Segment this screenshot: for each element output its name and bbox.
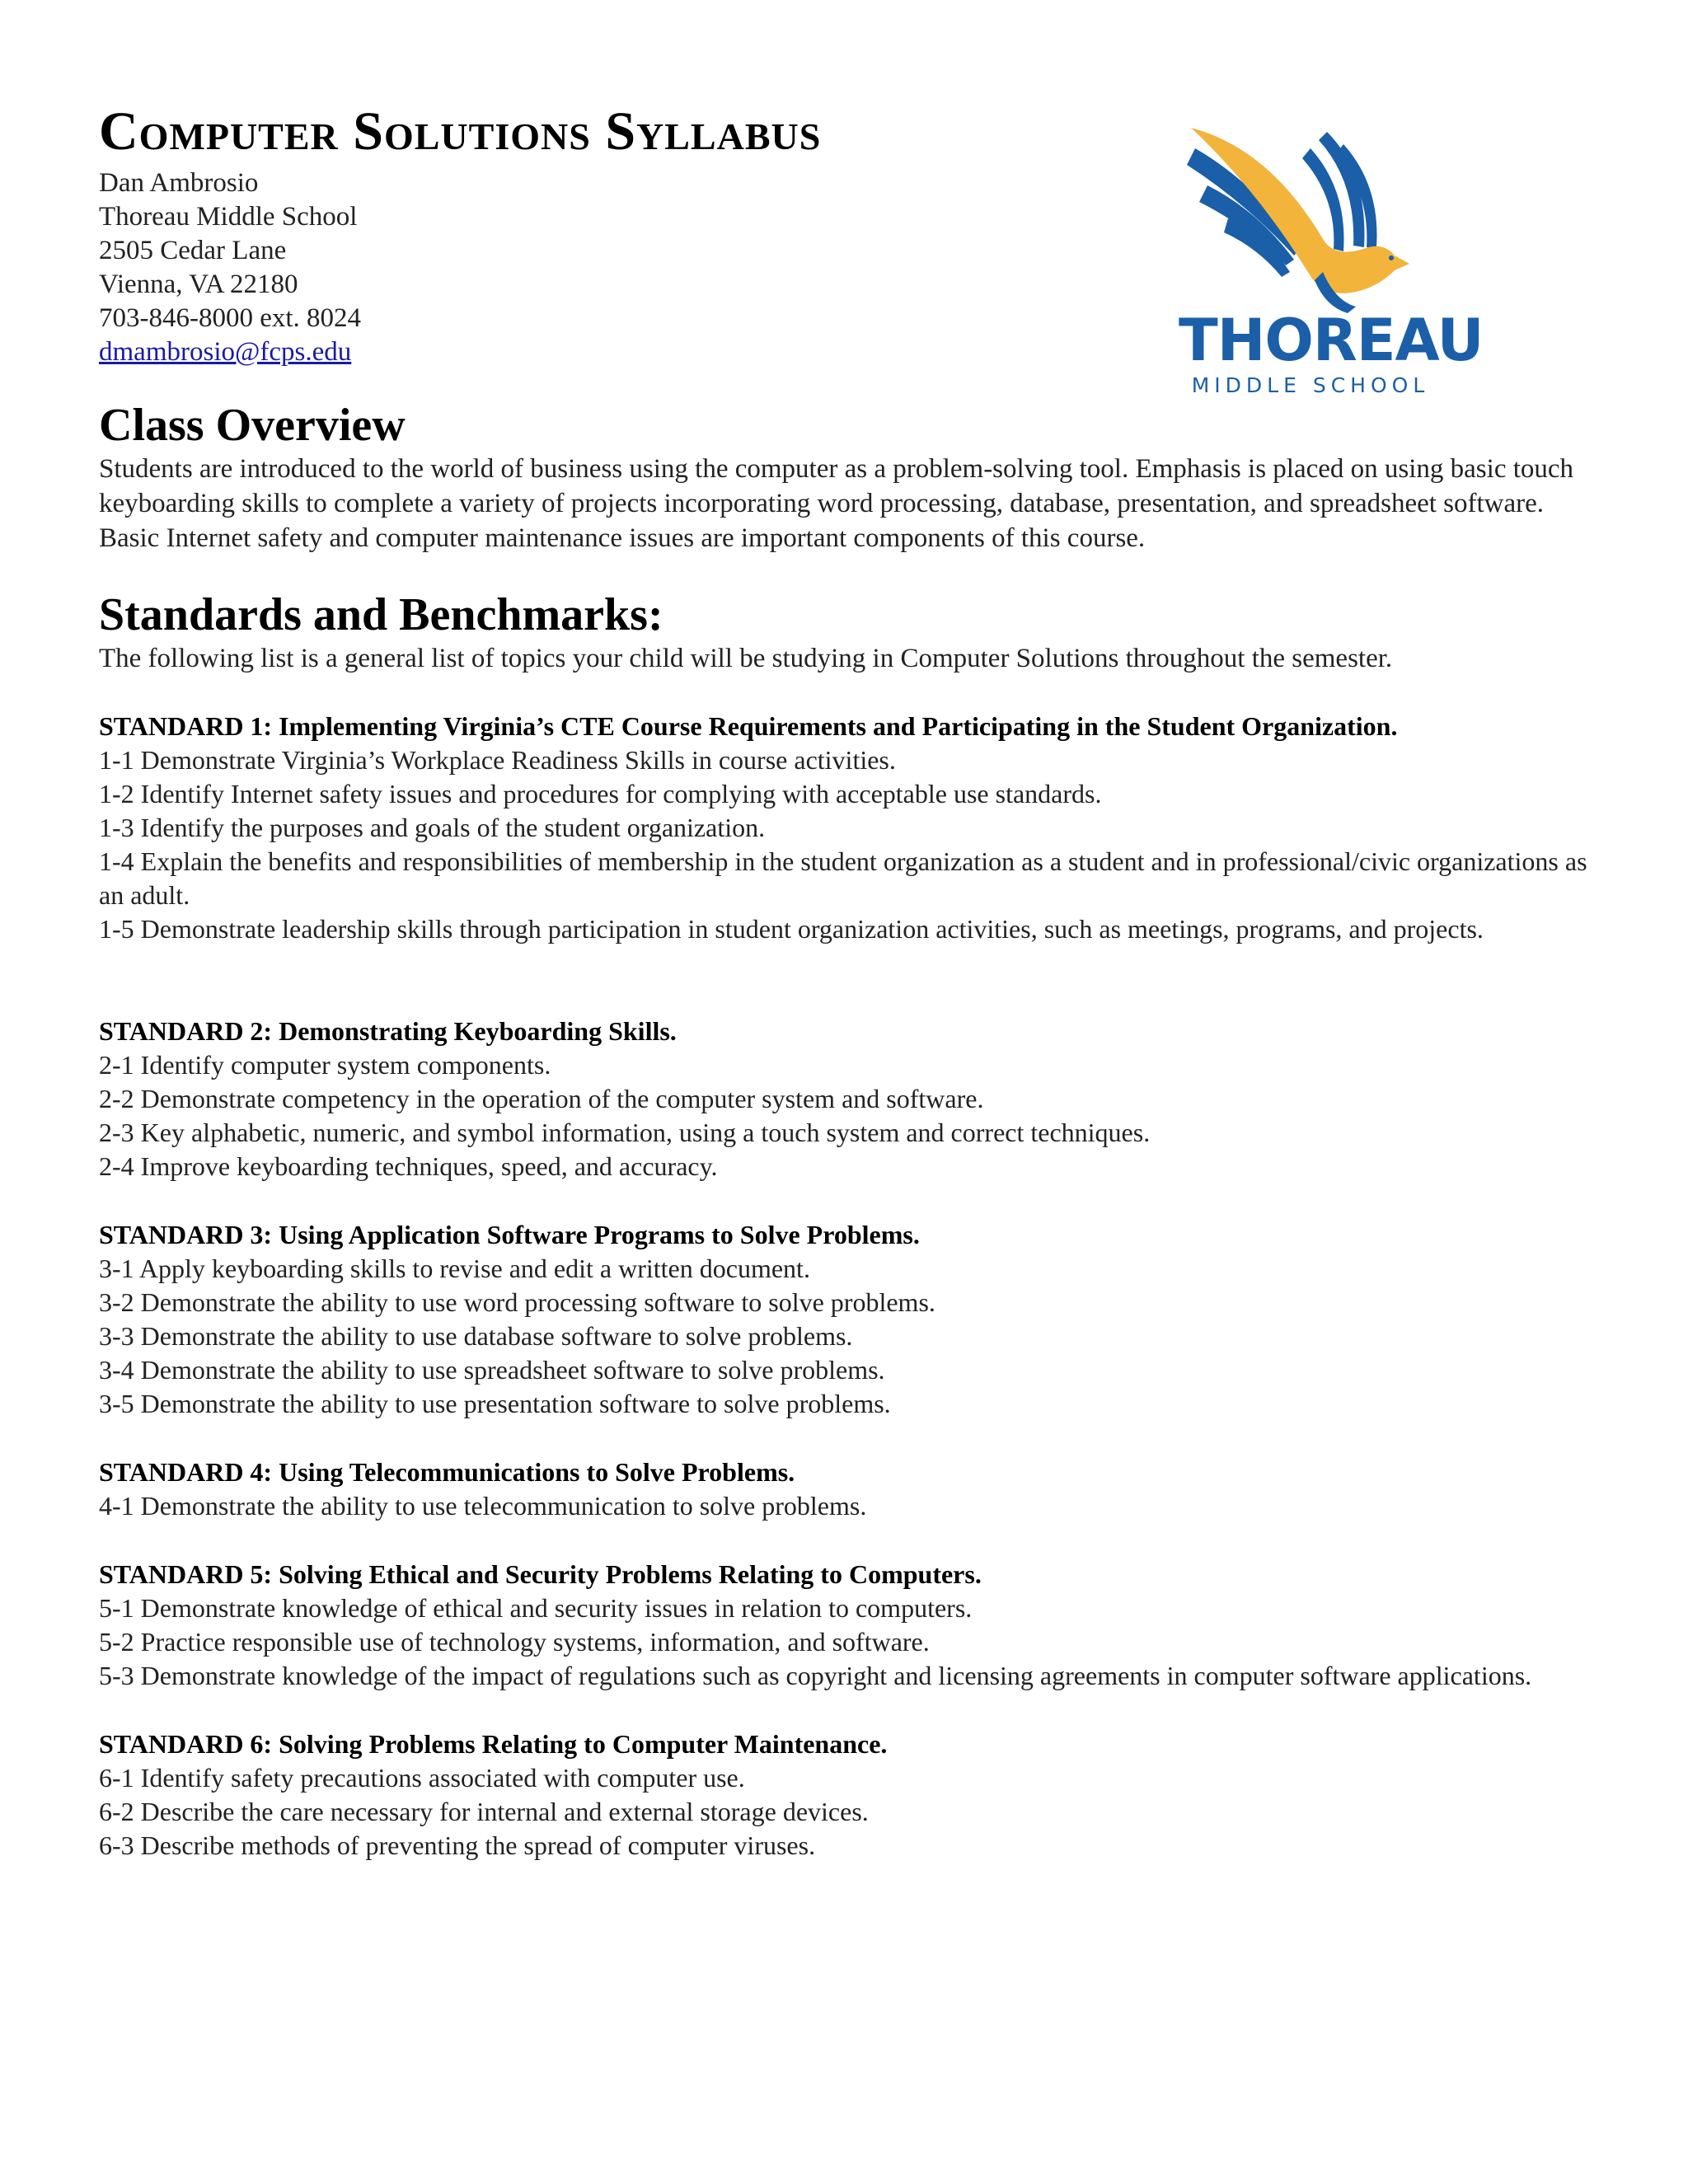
benchmark-item: 1-5 Demonstrate leadership skills through participation in student organization activities, such as meetings, programs, and projects. [99, 914, 1484, 944]
standard-5 [99, 1557, 1599, 1693]
standard-title: STANDARD 4: Using Telecommunications to Solve Problems. [99, 1457, 795, 1487]
benchmark-item: 3-2 Demonstrate the ability to use word processing software to solve problems. [99, 1287, 935, 1317]
page-title: Computer Solutions Syllabus [99, 101, 822, 162]
standard-title: STANDARD 2: Demonstrating Keyboarding Skills. [99, 1016, 677, 1046]
benchmark-item: 2-4 Improve keyboarding techniques, speed, and accuracy. [99, 1151, 718, 1181]
benchmark-item: 2-3 Key alphabetic, numeric, and symbol information, using a touch system and correct techniques. [99, 1118, 1151, 1147]
email-link[interactable]: dmambrosio@fcps.edu [99, 337, 352, 367]
standard-3 [99, 1217, 1599, 1421]
school-logo [1179, 124, 1484, 404]
benchmark-item: 5-3 Demonstrate knowledge of the impact of regulations such as copyright and licensing agreements in computer software applications. [99, 1661, 1532, 1690]
standard-title: STANDARD 6: Solving Problems Relating to Computer Maintenance. [99, 1729, 888, 1759]
benchmark-item: 3-1 Apply keyboarding skills to revise and edit a written document. [99, 1254, 810, 1283]
standards-heading: Standards and Benchmarks: [99, 589, 663, 640]
benchmark-item: 6-2 Describe the care necessary for internal and external storage devices. [99, 1797, 869, 1826]
standard-1 [99, 709, 1599, 946]
standards-intro: The following list is a general list of topics your child will be studying in Computer Solutions throughout the semester. [99, 644, 1393, 673]
phone-number: 703-846-8000 ext. 8024 [99, 303, 362, 333]
benchmark-item: 5-2 Practice responsible use of technology systems, information, and software. [99, 1627, 930, 1657]
benchmark-item: 1-3 Identify the purposes and goals of the student organization. [99, 813, 766, 842]
standards-list [99, 709, 1599, 1863]
overview-text: Students are introduced to the world of business using the computer as a problem-solving tool. Emphasis is placed on using basic touch keyboarding skills to complete a variety of projects incorporating word processing, database, presentation, and spreadsheet software. Basic Internet safety and computer maintenance issues are important components of this course. [99, 454, 1574, 553]
standard-title: STANDARD 5: Solving Ethical and Security Problems Relating to Computers. [99, 1559, 982, 1589]
benchmark-item: 1-4 Explain the benefits and responsibilities of membership in the student organization as a student and in professional/civic organizations as an adult. [99, 846, 1587, 910]
benchmark-item: 3-3 Demonstrate the ability to use database software to solve problems. [99, 1321, 853, 1351]
standard-title: STANDARD 1: Implementing Virginia’s CTE Course Requirements and Participating in the Student Organization. [99, 711, 1398, 741]
standard-2 [99, 1014, 1599, 1183]
school-name: Thoreau Middle School [99, 202, 358, 232]
logo-wordmark: THOREAU [1179, 307, 1484, 374]
benchmark-item: 6-1 Identify safety precautions associated with computer use. [99, 1763, 745, 1793]
benchmark-item: 3-4 Demonstrate the ability to use spreadsheet software to solve problems. [99, 1355, 885, 1385]
city-state-zip: Vienna, VA 22180 [99, 269, 298, 299]
benchmark-item: 6-3 Describe methods of preventing the spread of computer viruses. [99, 1830, 816, 1860]
standard-title: STANDARD 3: Using Application Software Programs to Solve Problems. [99, 1220, 920, 1249]
street-address: 2505 Cedar Lane [99, 236, 287, 265]
logo-subtitle: MIDDLE SCHOOL [1191, 373, 1430, 397]
benchmark-item: 4-1 Demonstrate the ability to use telecommunication to solve problems. [99, 1491, 867, 1521]
benchmark-item: 3-5 Demonstrate the ability to use presentation software to solve problems. [99, 1389, 891, 1418]
benchmark-item: 1-1 Demonstrate Virginia’s Workplace Readiness Skills in course activities. [99, 745, 896, 775]
standard-6 [99, 1727, 1599, 1863]
eagle-icon [1179, 124, 1442, 313]
teacher-name: Dan Ambrosio [99, 168, 259, 198]
overview-heading: Class Overview [99, 400, 406, 451]
standard-4 [99, 1455, 1599, 1523]
benchmark-item: 1-2 Identify Internet safety issues and procedures for complying with acceptable use standards. [99, 779, 1102, 808]
benchmark-item: 5-1 Demonstrate knowledge of ethical and security issues in relation to computers. [99, 1593, 973, 1623]
benchmark-item: 2-1 Identify computer system components. [99, 1050, 551, 1080]
benchmark-item: 2-2 Demonstrate competency in the operation of the computer system and software. [99, 1084, 984, 1113]
